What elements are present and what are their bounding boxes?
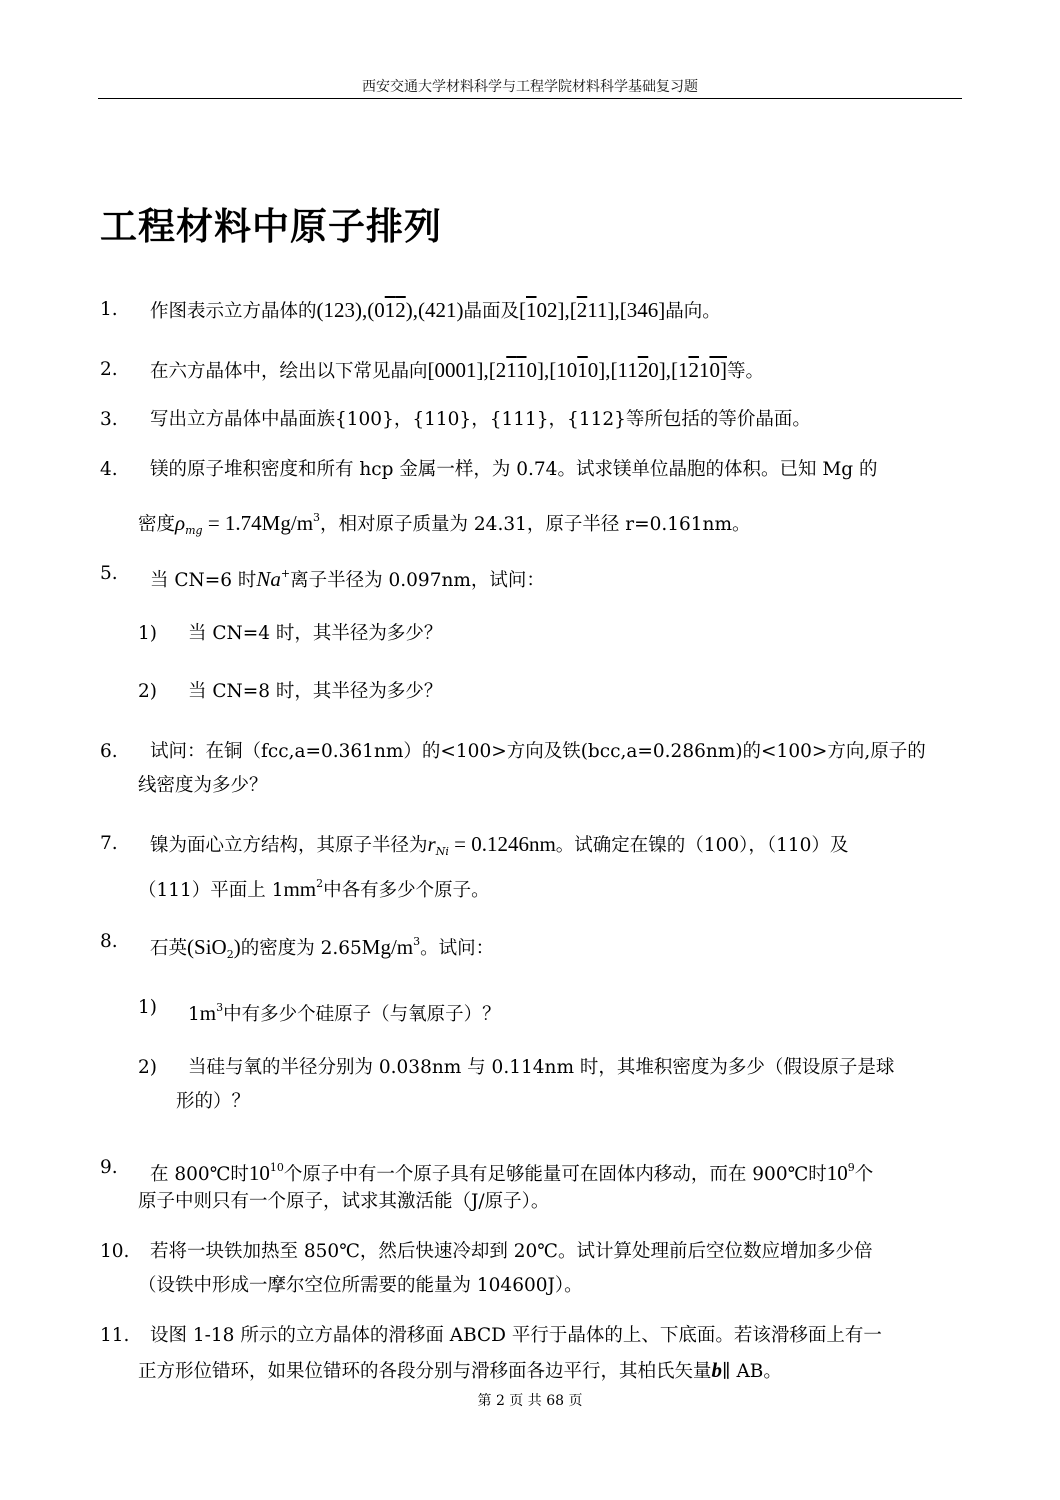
q1-directions [519, 298, 665, 322]
q9-power2: 10 [826, 1161, 848, 1185]
q8-number: 8. [100, 931, 118, 952]
q7-r-sub: Ni [435, 845, 449, 858]
q2-d2-bar: 1 [577, 358, 588, 382]
q7-line2 [138, 872, 490, 903]
q4-density-sup: 3 [313, 511, 321, 524]
q9-line2: 原子中则只有一个原子，试求其激活能（J/原子）。 [138, 1191, 550, 1212]
question-6 [100, 740, 926, 764]
q1-dir2-end: 11],[346] [587, 298, 666, 322]
q2-d3-bar: 2 [637, 358, 649, 382]
q5-ion-sup: + [280, 567, 291, 580]
q5-s2-number: 2) [138, 681, 157, 702]
q8-formula-sub: 2 [226, 948, 234, 961]
q1-number: 1. [100, 299, 118, 320]
q9-power1-sup: 10 [269, 1161, 284, 1174]
question-10 [100, 1240, 873, 1264]
q1-dir1-bar: 1 [526, 298, 537, 322]
q1-planes [317, 298, 464, 322]
q11-burgers-vector: b [711, 1358, 723, 1382]
q8-s2-number: 2) [138, 1057, 157, 1078]
q11-line2-post: ∥ AB。 [722, 1361, 782, 1382]
q2-d3-end: 0],[1 [648, 358, 689, 382]
q8-unit: Mg/m [361, 935, 414, 959]
q8-s1-pre: 1 [188, 1004, 200, 1025]
q2-d1: [0001],[2 [427, 358, 507, 382]
q7-text [150, 832, 848, 864]
q4-rho: ρ [175, 511, 186, 535]
q10-line1: 若将一块铁加热至 850℃，然后快速冷却到 20℃。试计算处理前后空位数应增加多少倍 [150, 1241, 873, 1262]
question-8 [100, 930, 495, 961]
q5-s2-text: 当 CN=8 时，其半径为多少？ [188, 681, 443, 702]
q2-d4-mid: 1 [698, 358, 710, 382]
q8-text [150, 930, 494, 967]
q4-density: = 1.74Mg/m [202, 511, 314, 535]
question-7 [100, 832, 849, 858]
q2-directions [428, 358, 727, 382]
q4-number: 4. [100, 459, 118, 480]
page-header: 西安交通大学材料科学与工程学院材料科学基础复习题 [362, 79, 698, 95]
q8-mid: 的密度为 2.65 [240, 938, 362, 959]
q8-formula: (SiO [187, 935, 227, 959]
q9-power1: 10 [248, 1161, 270, 1185]
question-4 [100, 458, 878, 482]
q9-number: 9. [100, 1157, 118, 1178]
q1-mid: 晶面及 [463, 301, 519, 322]
q1-planes-a: (123),(0 [316, 298, 385, 322]
q9-mid: 个原子中有一个原子具有足够能量可在固体内移动，而在 900℃时 [283, 1164, 827, 1185]
q1-planes-bar1: 1 [384, 298, 396, 322]
q6-line1: 试问：在铜（fcc,a=0.361nm）的<100>方向及铁(bcc,a=0.286nm)的<100>方向,原子的 [150, 741, 926, 762]
q1-dir1: [ [519, 298, 526, 322]
question-1 [100, 298, 721, 322]
question-11 [100, 1324, 882, 1348]
q8-s1-number: 1) [138, 997, 157, 1018]
q2-text [150, 358, 764, 384]
q7-post: 。试确定在镍的（100），（110）及 [555, 835, 849, 856]
q9-post: 个 [854, 1164, 874, 1185]
q5-post: 离子半径为 0.097nm，试问： [290, 570, 545, 591]
q5-number: 5. [100, 563, 118, 584]
question-4-line2 [138, 506, 751, 543]
q7-r: r [427, 832, 436, 856]
q7-line2-pre: （111）平面上 1 [138, 880, 284, 901]
q1-pre: 作图表示立方晶体的 [150, 301, 317, 322]
q7-line2-post: 中各有多少个原子。 [323, 880, 490, 901]
q1-post: 晶向。 [665, 301, 721, 322]
q3-number: 3. [100, 409, 118, 430]
q8-s1-m: m [199, 1001, 217, 1025]
q9-power2-sup: 9 [847, 1161, 855, 1174]
q2-d4-end: 0] [709, 358, 727, 382]
q8-sub-1 [138, 996, 501, 1025]
question-9 [100, 1156, 874, 1185]
question-5 [100, 562, 545, 591]
q2-pre: 在六方晶体中，绘出以下常见晶向 [150, 361, 428, 382]
q9-text [150, 1156, 873, 1187]
q2-number: 2. [100, 359, 118, 380]
q2-d1-bar2: 1 [516, 358, 527, 382]
q7-mm: mm [283, 877, 317, 901]
q2-d2-end: 0],[11 [587, 358, 638, 382]
q1-dir2-bar: 2 [576, 298, 588, 322]
q7-mm-sup: 2 [316, 877, 324, 890]
q5-s1-number: 1) [138, 623, 157, 644]
q1-text [150, 298, 721, 324]
q5-s1-text: 当 CN=4 时，其半径为多少？ [188, 623, 443, 644]
header-rule [98, 98, 962, 99]
q2-d1-end: 0],[10 [526, 358, 578, 382]
q9-pre: 在 800℃时 [150, 1164, 249, 1185]
q5-pre: 当 CN=6 时 [150, 570, 257, 591]
q1-planes-bar2: 2 [395, 298, 406, 322]
q4-line1: 镁的原子堆积密度和所有 hcp 金属一样，为 0.74。试求镁单位晶胞的体积。已知 Mg 的 [150, 459, 878, 480]
q7-pre: 镍为面心立方结构，其原子半径为 [150, 835, 428, 856]
q1-dir1-end: 02],[ [536, 298, 577, 322]
q7-radius: = 0.1246nm [448, 832, 556, 856]
q5-sub-1 [138, 622, 443, 646]
page-footer: 第 2 页 共 68 页 [477, 1393, 583, 1409]
question-3 [100, 408, 811, 432]
q2-d1-bar: 1 [506, 358, 517, 382]
q5-sub-2 [138, 680, 443, 704]
q7-number: 7. [100, 833, 118, 854]
q8-formula-end: ) [233, 935, 241, 959]
q4-rho-sub: mg [185, 524, 203, 537]
q8-s1-sup: 3 [216, 1001, 224, 1014]
q8-pre: 石英 [150, 938, 188, 959]
question-2 [100, 358, 764, 382]
q8-sub-2 [138, 1056, 895, 1080]
q8-s2-line1: 当硅与氧的半径分别为 0.038nm 与 0.114nm 时，其堆积密度为多少（假设原子是球 [188, 1057, 895, 1078]
q4-pre2: 密度 [138, 514, 176, 535]
q5-ion: Na [256, 567, 281, 591]
q8-unit-sup: 3 [413, 935, 421, 948]
q1-planes-end: ),(421) [405, 298, 464, 322]
q6-number: 6. [100, 741, 118, 762]
q11-line1: 设图 1-18 所示的立方晶体的滑移面 ABCD 平行于晶体的上、下底面。若该滑移面上有一 [150, 1325, 882, 1346]
q11-number: 11. [100, 1325, 130, 1346]
q11-line2 [138, 1358, 782, 1384]
q6-line2: 线密度为多少？ [138, 775, 268, 796]
section-title: 工程材料中原子排列 [100, 205, 442, 248]
q10-line2: （设铁中形成一摩尔空位所需要的能量为 104600J）。 [138, 1275, 583, 1296]
q4-post2: ，相对原子质量为 24.31，原子半径 r=0.161nm。 [320, 514, 751, 535]
q3-text: 写出立方晶体中晶面族{100}，{110}，{111}，{112}等所包括的等价晶面。 [150, 409, 811, 430]
q8-s1-post: 中有多少个硅原子（与氧原子）？ [223, 1004, 501, 1025]
q8-s1-text [188, 996, 501, 1027]
q2-post: 等。 [726, 361, 764, 382]
q5-text [150, 562, 545, 593]
q10-number: 10. [100, 1241, 130, 1262]
q8-s2-line2: 形的）？ [176, 1091, 251, 1112]
q11-line2-pre: 正方形位错环，如果位错环的各段分别与滑移面各边平行，其柏氏矢量 [138, 1361, 712, 1382]
q8-post: 。试问： [420, 938, 495, 959]
q2-d4-bar: 2 [688, 358, 699, 382]
